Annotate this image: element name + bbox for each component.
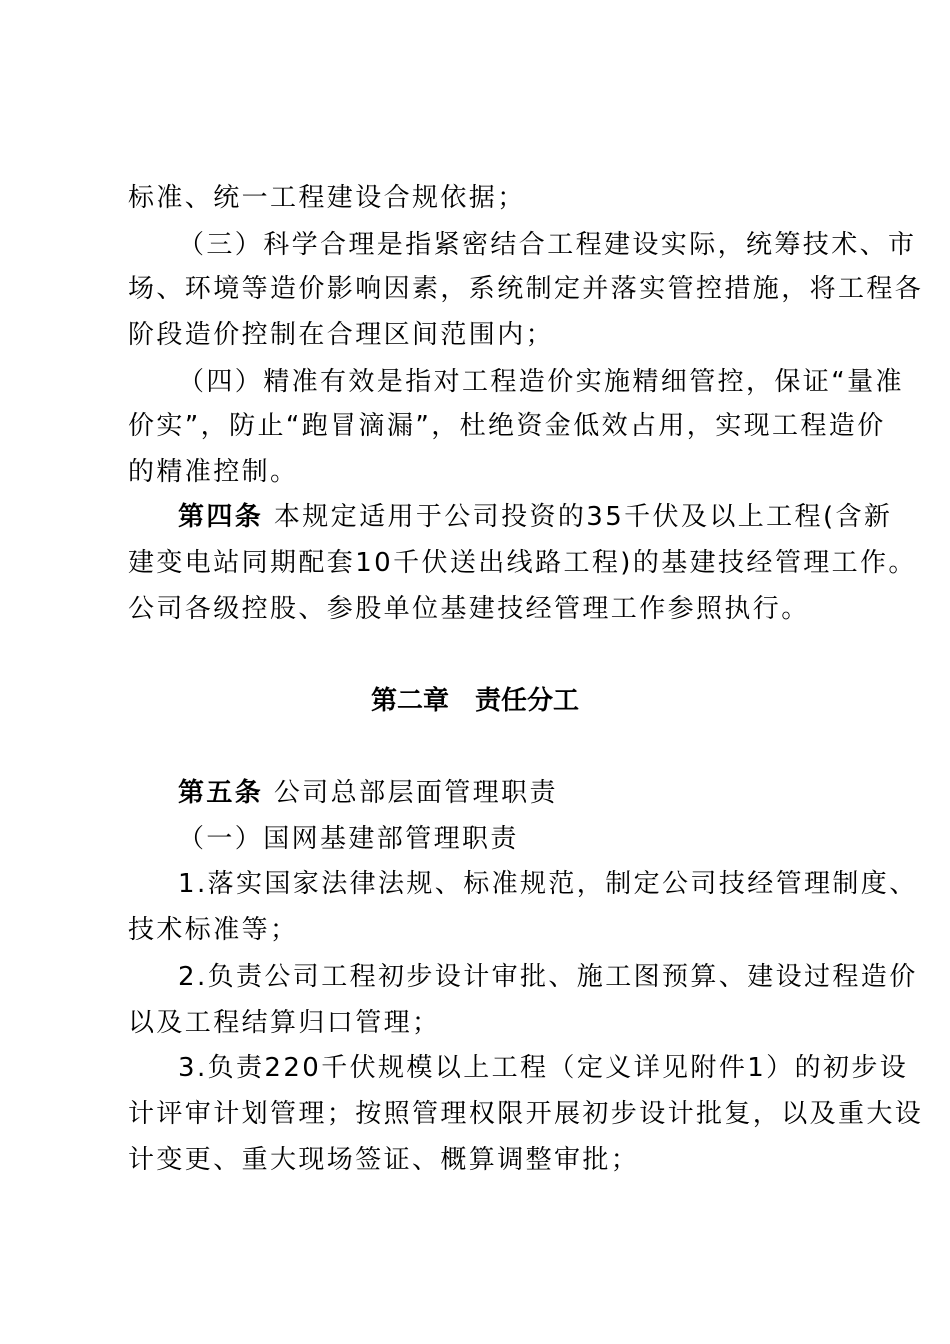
body-line: （四）精准有效是指对工程造价实施精细管控，保证“量准 [178, 367, 904, 397]
body-line: （三）科学合理是指紧密结合工程建设实际，统筹技术、市 [178, 230, 917, 260]
chapter-heading: 第二章 责任分工 [370, 686, 579, 716]
article-line [178, 776, 558, 810]
body-line: 场、环境等造价影响因素，系统制定并落实管控措施，将工程各 [128, 274, 924, 304]
body-line: 计评审计划管理；按照管理权限开展初步设计批复，以及重大设 [128, 1099, 924, 1129]
body-line: 的精准控制。 [128, 457, 299, 487]
body-line: 建变电站同期配套10千伏送出线路工程)的基建技经管理工作。 [128, 548, 917, 578]
body-line: 技术标准等； [128, 915, 299, 945]
body-line: 以及工程结算归口管理； [128, 1008, 441, 1038]
body-line: 3.负责220千伏规模以上工程（定义详见附件1）的初步设 [178, 1053, 909, 1083]
article-text: 本规定适用于公司投资的35千伏及以上工程(含新 [263, 502, 893, 532]
body-line: 价实”，防止“跑冒滴漏”，杜绝资金低效占用，实现工程造价 [128, 411, 886, 441]
body-line: 2.负责公司工程初步设计审批、施工图预算、建设过程造价 [178, 962, 918, 992]
body-line: 标准、统一工程建设合规依据； [128, 183, 526, 213]
body-line: （一）国网基建部管理职责 [178, 824, 519, 854]
article-line [178, 500, 892, 534]
article-label: 第五条 [178, 778, 264, 808]
article-label: 第四条 [178, 502, 264, 532]
article-text: 公司总部层面管理职责 [263, 778, 558, 808]
body-line: 计变更、重大现场签证、概算调整审批； [128, 1145, 640, 1175]
body-line: 阶段造价控制在合理区间范围内； [128, 320, 555, 350]
body-line: 公司各级控股、参股单位基建技经管理工作参照执行。 [128, 594, 810, 624]
body-line: 1.落实国家法律法规、标准规范，制定公司技经管理制度、 [178, 869, 918, 899]
